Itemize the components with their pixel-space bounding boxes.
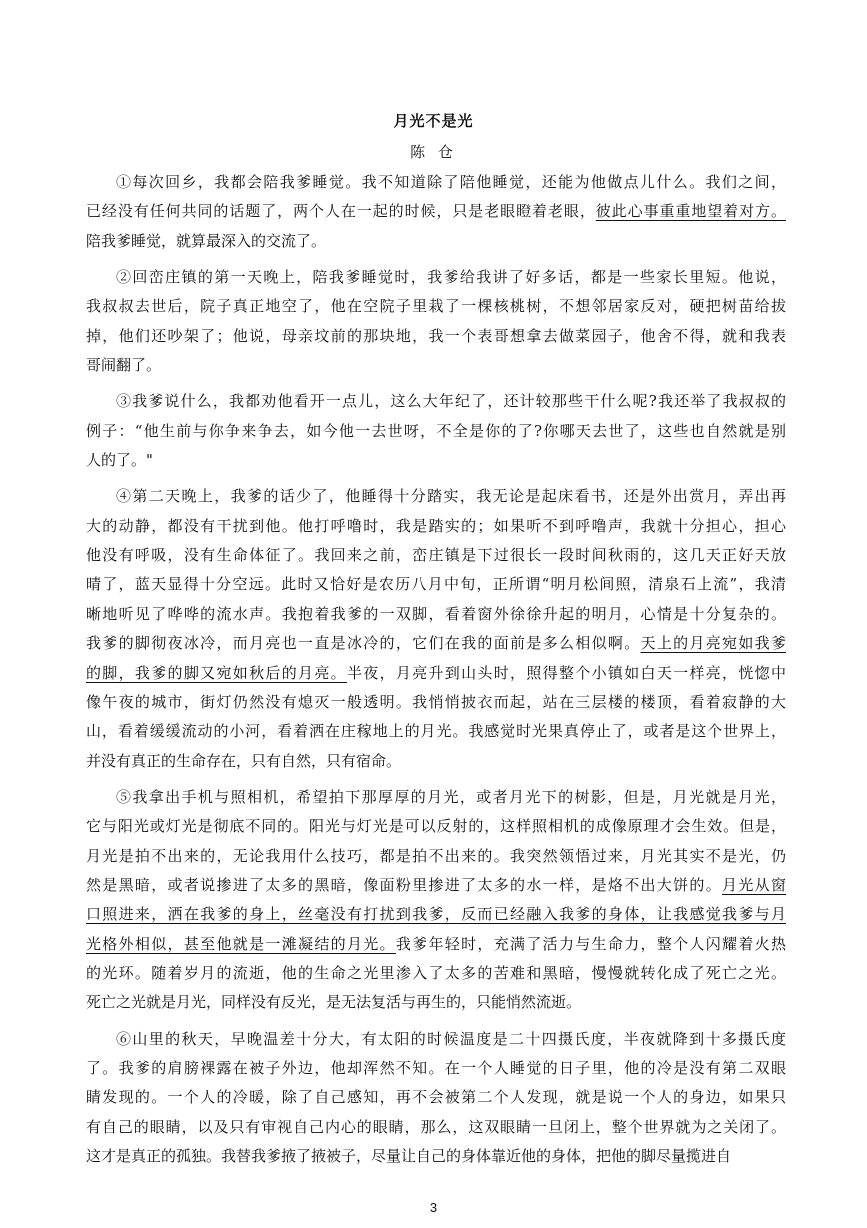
text-segment: 然是黑暗，或者说掺进了太多的黑暗，像面粉里掺进了太多的水一样，是烙不出大饼的。 — [86, 875, 723, 894]
text-segment: 山，看着缓缓流动的小河，看着洒在庄稼地上的月光。我感觉时光果真停止了，或者是这个世界上， — [86, 722, 786, 741]
underlined-text: 天上的月亮宛如我爹 — [640, 634, 786, 653]
text-line — [86, 227, 786, 256]
paragraph — [86, 168, 786, 256]
text-line — [86, 871, 786, 900]
text-line — [86, 387, 786, 416]
text-line — [86, 1083, 786, 1112]
underlined-text: 口照进来，洒在我爹的身上，丝毫没有打扰到我爹，反而已经融入我爹的身体，让我感觉我爹与月 — [86, 905, 786, 924]
text-line — [86, 570, 786, 599]
text-line — [86, 292, 786, 321]
paragraph — [86, 783, 786, 1018]
text-segment: 陪我爹睡觉，就算最深入的交流了。 — [86, 231, 327, 250]
text-segment: 哥闹翻了。 — [86, 356, 162, 375]
text-segment: ①每次回乡，我都会陪我爹睡觉。我不知道除了陪他睡觉，还能为他做点儿什么。我们之间， — [116, 173, 786, 191]
text-line — [86, 482, 786, 511]
text-segment: 了。我爹的肩膀裸露在被子外边，他却浑然不知。在一个人睡觉的日子里，他的冷是没有第二双眼 — [86, 1058, 786, 1077]
text-line — [86, 842, 786, 871]
text-segment: ⑤我拿出手机与照相机，希望拍下那厚厚的月光，或者月光下的树影，但是，月光就是月光， — [116, 787, 786, 806]
text-line — [86, 959, 786, 988]
text-segment: 已经没有任何共同的话题了，两个人在一起的时候，只是老眼瞪着老眼， — [86, 202, 596, 221]
underlined-text: 彼此心事重重地望着对方。 — [595, 202, 786, 221]
text-segment: 例子：“他生前与你争来争去，如今他一去世呀，不全是你的了?你哪天去世了，这些也自然就是别 — [86, 421, 786, 440]
text-segment: 死亡之光就是月光，同样没有反光，是无法复活与再生的，只能悄然流逝。 — [86, 993, 582, 1012]
text-segment: ③我爹说什么，我都劝他看开一点儿，这么大年纪了，还计较那些干什么呢?我还举了我叔叔的 — [116, 392, 786, 411]
text-segment: ⑥山里的秋天，早晚温差十分大，有太阳的时候温度是二十四摄氏度，半夜就降到十多摄氏度 — [116, 1029, 786, 1048]
text-line — [86, 717, 786, 746]
text-line — [86, 322, 786, 351]
paragraph — [86, 1025, 786, 1172]
text-line — [86, 600, 786, 629]
underlined-text: 的脚，我爹的脚又宛如秋后的月亮。 — [86, 663, 347, 682]
text-line — [86, 351, 786, 380]
text-line — [86, 900, 786, 929]
text-line — [86, 747, 786, 776]
underlined-text: 月光从窗 — [722, 875, 786, 894]
text-segment: 的光环。随着岁月的流逝，他的生命之光里渗入了太多的苦难和黑暗，慢慢就转化成了死亡之光。 — [86, 963, 786, 982]
paragraph — [86, 263, 786, 380]
text-segment: 这才是真正的孤独。我替我爹掖了掖被子，尽量让自己的身体靠近他的身体，把他的脚尽量揽进自 — [86, 1147, 732, 1165]
text-line — [86, 168, 786, 197]
text-segment: 晰地听见了哗哗的流水声。我抱着我爹的一双脚，看着窗外徐徐升起的明月，心情是十分复杂的。 — [86, 604, 786, 623]
text-segment: 我爹年轻时，充满了活力与生命力，整个人闪耀着火热 — [395, 934, 786, 953]
text-line — [86, 659, 786, 688]
text-segment: 有自己的眼睛，以及只有审视自己内心的眼睛，那么，这双眼睛一旦闭上，整个世界就为之关闭了。 — [86, 1117, 786, 1136]
paragraph — [86, 482, 786, 775]
text-segment: 它与阳光或灯光是彻底不同的。阳光与灯光是可以反射的，这样照相机的成像原理才会生效。但是， — [86, 817, 786, 836]
text-line — [86, 812, 786, 841]
text-line — [86, 1113, 786, 1142]
text-segment: ②回峦庄镇的第一天晚上，陪我爹睡觉时，我爹给我讲了好多话，都是一些家长里短。他说， — [116, 268, 786, 287]
article-title: 月光不是光 — [393, 112, 474, 130]
text-line — [86, 1054, 786, 1083]
text-segment: 半夜，月亮升到山头时，照得整个小镇如白天一样亮，恍惚中 — [346, 663, 786, 682]
article-author: 陈 仓 — [410, 143, 457, 161]
text-segment: 大的动静，都没有干扰到他。他打呼噜时，我是踏实的；如果听不到呼噜声，我就十分担心，担心 — [86, 516, 786, 535]
text-segment: 他没有呼吸，没有生命体征了。我回来之前，峦庄镇是下过很长一段时间秋雨的，这几天正好天放 — [86, 546, 786, 565]
text-line — [86, 1025, 786, 1054]
text-line — [86, 688, 786, 717]
text-line — [86, 930, 786, 959]
text-segment: 并没有真正的生命存在，只有自然，只有宿命。 — [86, 751, 402, 770]
paragraph — [86, 387, 786, 475]
text-line — [86, 541, 786, 570]
text-segment: 晴了，蓝天显得十分空远。此时又恰好是农历八月中旬，正所谓“明月松间照，清泉石上流”，我清 — [86, 575, 786, 594]
underlined-text: 光格外相似，甚至他就是一滩凝结的月光。 — [86, 934, 396, 953]
text-line — [86, 1142, 786, 1171]
text-line — [86, 197, 786, 226]
text-line — [86, 446, 786, 475]
text-line — [86, 783, 786, 812]
text-segment: 我叔叔去世后，院子真正地空了，他在空院子里栽了一棵核桃树，不想邻居家反对，硬把树苗给拔 — [86, 297, 786, 316]
text-segment: 我爹的脚彻夜冰冷，而月亮也一直是冰冷的，它们在我的面前是多么相似啊。 — [86, 634, 641, 653]
article-body — [86, 168, 786, 1178]
text-line — [86, 512, 786, 541]
text-line — [86, 417, 786, 446]
text-line — [86, 629, 786, 658]
page-number: 3 — [429, 1200, 438, 1215]
text-segment: 掉，他们还吵架了；他说，母亲坟前的那块地，我一个表哥想拿去做菜园子，他舍不得，就和我表 — [86, 326, 786, 345]
text-segment: 月光是拍不出来的，无论我用什么技巧，都是拍不出来的。我突然领悟过来，月光其实不是光，仍 — [86, 846, 786, 865]
text-segment: 像午夜的城市，街灯仍然没有熄灭一般透明。我悄悄披衣而起，站在三层楼的楼顶，看着寂静的大 — [86, 692, 786, 711]
text-segment: 睛发现的。一个人的冷暖，除了自己感知，再不会被第二个人发现，就是说一个人的身边，如果只 — [86, 1088, 786, 1107]
text-line — [86, 988, 786, 1017]
text-segment: 人的了。" — [86, 451, 153, 470]
text-segment: ④第二天晚上，我爹的话少了，他睡得十分踏实，我无论是起床看书，还是外出赏月，弄出再 — [116, 487, 786, 506]
text-line — [86, 263, 786, 292]
